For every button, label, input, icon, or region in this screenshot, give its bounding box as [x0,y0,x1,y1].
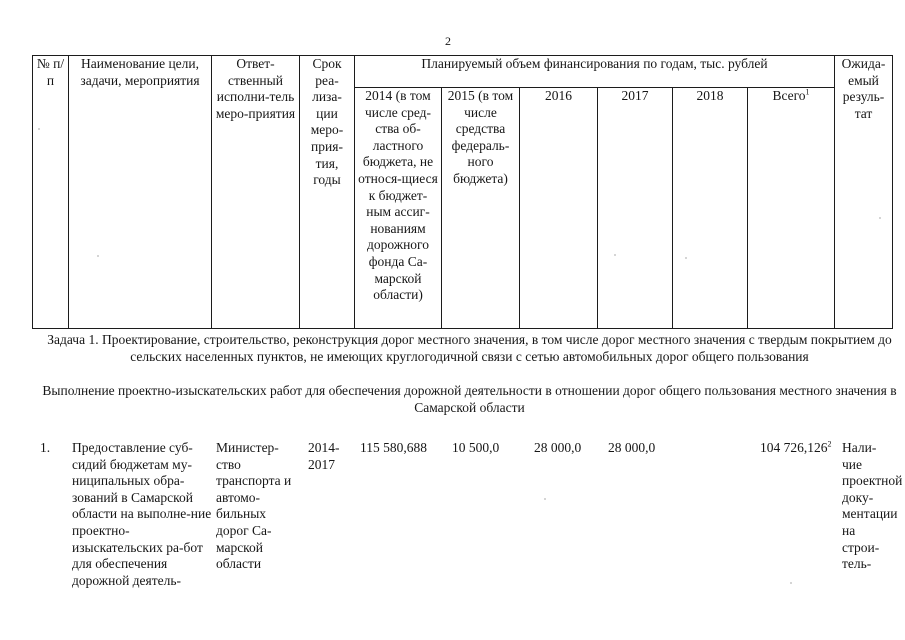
row-term: 2014-2017 [308,440,340,472]
scan-speck [879,217,881,219]
row-num: 1. [40,440,51,455]
col-2017-header: 2017 [598,88,673,329]
col-term-header: Срок реа-лиза-ции меро-прия-тия, годы [300,56,355,329]
row-total-number: 104 726,126 [760,440,828,455]
page-number: 2 [445,34,451,48]
scan-speck [544,498,546,500]
col-result-header: Ожида-емый резуль-тат [835,56,893,329]
row-2016-value: 28 000,0 [534,440,582,455]
col-2016-header: 2016 [520,88,598,329]
col-2014-header: 2014 (в том числе сред-ства об-ластного бюджета, не относя-щиеся к бюджет-ным ассиг-нованиям дорожного фонда Са-марской области) [355,88,442,329]
row-total-footnote-mark: 2 [827,439,832,449]
scan-speck [790,582,792,584]
row-2017-value: 28 000,0 [608,440,656,455]
scan-speck [38,128,40,130]
col-name-header: Наименование цели, задачи, мероприятия [69,56,212,329]
task-caption: Задача 1. Проектирование, строительство, реконструкция дорог местного значения, в том числе дорог местного значения с твердым покрытием до сельских населенных пунктов, не имеющих круглогодичной связи с сетью автомобильных дорог общего пользования [47,332,892,364]
row-responsible: Министер-ство транспорта и автомо-бильных дорог Са-марской области [216,440,292,572]
activity-caption: Выполнение проектно-изыскательских работ для обеспечения дорожной деятельности в отношении дорог общего пользования местного значения в Самарской области [42,383,897,415]
col-2018-header: 2018 [673,88,748,329]
financing-table-header [32,55,893,329]
scan-speck [614,254,616,256]
scan-speck [97,255,99,257]
row-total-value [760,440,848,457]
row-result: Нали-чие проектной доку-ментации на строи-тель- [842,440,903,572]
col-2015-header: 2015 (в том числе средства федераль-ного бюджета) [442,88,520,329]
scan-speck [685,257,687,259]
row-2015-value: 10 500,0 [452,440,500,455]
col-financing-header: Планируемый объем финансирования по годам, тыс. рублей [355,56,835,88]
col-total-label: Всего [772,88,806,103]
col-responsible-header: Ответ-ственный исполни-тель меро-приятия [212,56,300,329]
row-name: Предоставление суб-сидий бюджетам му-ниципальных обра-зований в Самарской области на выполне-ние проектно-изыскательских ра-бот для обеспечения дорожной деятель- [72,440,212,588]
col-num-header: № п/п [33,56,69,329]
total-footnote-mark: 1 [805,87,810,97]
col-total-header [748,88,835,329]
row-2014-value: 115 580,688 [360,440,427,455]
